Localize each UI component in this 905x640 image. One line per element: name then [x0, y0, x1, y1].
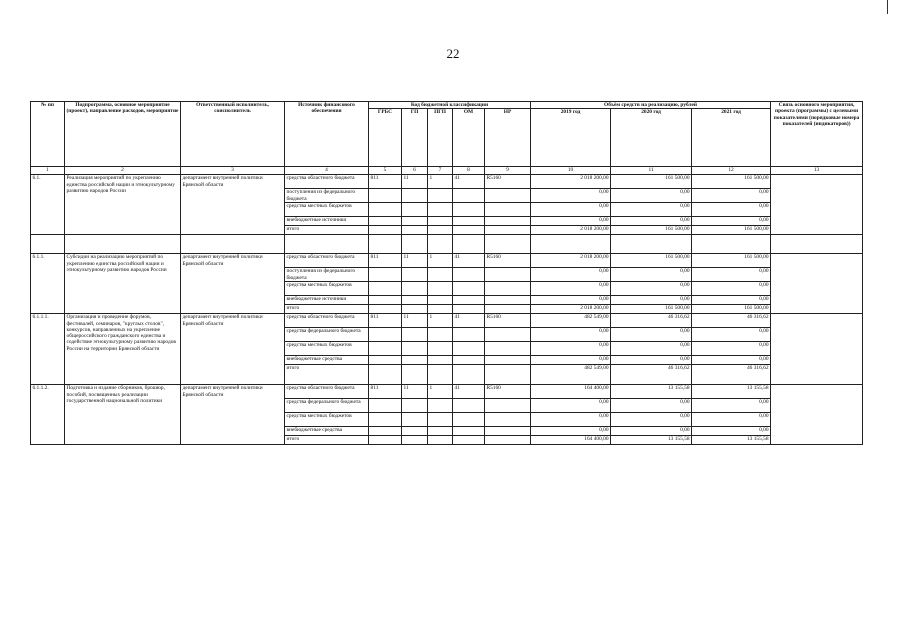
item-executor: департамент внутренней политики Брянской области — [181, 385, 285, 445]
value-2019: 0,00 — [531, 356, 611, 365]
total-2021: 161 500,00 — [692, 305, 771, 314]
gp-cell: 11 — [402, 175, 428, 189]
source-cell: итого — [285, 365, 369, 385]
value-2020: 0,00 — [611, 399, 692, 413]
header-om: ОМ — [453, 109, 485, 167]
value-2020: 0,00 — [611, 203, 692, 217]
indicator-link-cell — [771, 314, 863, 385]
table-row — [31, 385, 863, 399]
value-2020: 46 316,62 — [611, 314, 692, 328]
table-row — [31, 254, 863, 268]
pgp-cell: 1 — [428, 385, 453, 399]
gp-cell: 11 — [402, 254, 428, 268]
value-2019: 0,00 — [531, 217, 611, 226]
column-number: 3 — [181, 167, 285, 175]
total-2020: 46 316,62 — [611, 365, 692, 385]
value-2020: 0,00 — [611, 268, 692, 282]
item-name: Субсидии на реализацию мероприятий по укреплению единства российской нации и этнокультурному развитию народов России — [65, 254, 181, 314]
column-number: 1 — [31, 167, 65, 175]
indicator-link-cell — [771, 385, 863, 445]
value-2021: 161 500,00 — [692, 175, 771, 189]
value-2019: 0,00 — [531, 342, 611, 356]
column-number: 6 — [402, 167, 428, 175]
value-2020: 0,00 — [611, 356, 692, 365]
source-cell: средства федерального бюджета — [285, 328, 369, 342]
item-number: 6.1. — [31, 175, 65, 235]
value-2021: 0,00 — [692, 268, 771, 282]
value-2019: 0,00 — [531, 399, 611, 413]
grbs-cell: 811 — [369, 254, 402, 268]
source-cell: внебюджетные источники — [285, 296, 369, 305]
value-2020: 161 500,00 — [611, 254, 692, 268]
header-volume: Объём средств на реализацию, рублей — [531, 102, 771, 109]
header-code: Код бюджетной классификации — [369, 102, 531, 109]
value-2020: 0,00 — [611, 342, 692, 356]
value-2019: 482 549,00 — [531, 314, 611, 328]
total-2021: 161 500,00 — [692, 226, 771, 235]
value-2021: 0,00 — [692, 296, 771, 305]
value-2020: 0,00 — [611, 328, 692, 342]
value-2021: 46 316,62 — [692, 314, 771, 328]
header-link: Связь основного мероприятия, проекта (программы) с целевыми показателями (порядковые номера показателей (индикаторов)) — [771, 102, 863, 167]
pgp-cell: 1 — [428, 175, 453, 189]
value-2020: 0,00 — [611, 296, 692, 305]
total-2021: 13 155,58 — [692, 436, 771, 445]
value-2019: 0,00 — [531, 268, 611, 282]
value-2021: 0,00 — [692, 203, 771, 217]
column-number: 10 — [531, 167, 611, 175]
column-number: 13 — [771, 167, 863, 175]
value-2021: 0,00 — [692, 413, 771, 427]
value-2020: 161 500,00 — [611, 175, 692, 189]
source-cell: внебюджетные средства — [285, 356, 369, 365]
value-2021: 0,00 — [692, 427, 771, 436]
value-2019: 0,00 — [531, 282, 611, 296]
table-row — [31, 175, 863, 189]
activity-block — [31, 254, 863, 314]
value-2020: 0,00 — [611, 282, 692, 296]
column-number: 2 — [65, 167, 181, 175]
source-cell: средства местных бюджетов — [285, 342, 369, 356]
item-executor: департамент внутренней политики Брянской области — [181, 175, 285, 235]
header-year-2021: 2021 год — [692, 109, 771, 167]
item-executor: департамент внутренней политики Брянской области — [181, 254, 285, 314]
item-executor: департамент внутренней политики Брянской области — [181, 314, 285, 385]
value-2020: 0,00 — [611, 427, 692, 436]
value-2021: 0,00 — [692, 356, 771, 365]
column-number: 7 — [428, 167, 453, 175]
om-cell: 41 — [453, 175, 485, 189]
total-2019: 2 018 200,00 — [531, 226, 611, 235]
total-2019: 2 018 200,00 — [531, 305, 611, 314]
nr-cell: R5160 — [485, 254, 531, 268]
column-number: 11 — [611, 167, 692, 175]
activity-block — [31, 175, 863, 254]
source-cell: внебюджетные средства — [285, 427, 369, 436]
value-2020: 0,00 — [611, 217, 692, 226]
value-2019: 2 018 200,00 — [531, 254, 611, 268]
om-cell: 41 — [453, 314, 485, 328]
pgp-cell: 1 — [428, 314, 453, 328]
value-2021: 161 500,00 — [692, 254, 771, 268]
grbs-cell: 811 — [369, 385, 402, 399]
source-cell: средства областного бюджета — [285, 254, 369, 268]
source-cell: средства федерального бюджета — [285, 399, 369, 413]
pgp-cell: 1 — [428, 254, 453, 268]
source-cell: средства областного бюджета — [285, 314, 369, 328]
item-name: Реализация мероприятий по укреплению единства российской нации и этнокультурному развитию народов России — [65, 175, 181, 235]
source-cell: итого — [285, 436, 369, 445]
nr-cell: R5160 — [485, 175, 531, 189]
gp-cell: 11 — [402, 385, 428, 399]
column-number: 12 — [692, 167, 771, 175]
total-2020: 161 500,00 — [611, 305, 692, 314]
value-2021: 0,00 — [692, 328, 771, 342]
grbs-cell: 811 — [369, 314, 402, 328]
header-grbs: ГРБС — [369, 109, 402, 167]
total-2019: 482 549,00 — [531, 365, 611, 385]
table-row — [31, 314, 863, 328]
header-nr: НР — [485, 109, 531, 167]
value-2020: 0,00 — [611, 189, 692, 203]
budget-table — [30, 101, 863, 445]
source-cell: поступления из федерального бюджета — [285, 268, 369, 282]
source-cell: средства местных бюджетов — [285, 203, 369, 217]
total-2020: 13 155,58 — [611, 436, 692, 445]
header-year-2020: 2020 год — [611, 109, 692, 167]
header-pgp: ПГП — [428, 109, 453, 167]
value-2021: 0,00 — [692, 399, 771, 413]
value-2019: 2 018 200,00 — [531, 175, 611, 189]
value-2019: 0,00 — [531, 427, 611, 436]
item-name: Организация и проведение форумов, фестивалей, семинаров, "круглых столов", конкурсов, направленных на укрепление общероссийского гражданского единства и содействие этнокультурному развитию народов России на территории Брянской области — [65, 314, 181, 385]
value-2019: 164 400,00 — [531, 385, 611, 399]
indicator-link-cell — [771, 254, 863, 314]
item-number: 6.1.1.2. — [31, 385, 65, 445]
value-2020: 0,00 — [611, 413, 692, 427]
value-2019: 0,00 — [531, 189, 611, 203]
header-num: № пп — [31, 102, 65, 167]
spacer-row — [31, 235, 863, 254]
page-number: 22 — [446, 46, 460, 61]
value-2021: 13 155,58 — [692, 385, 771, 399]
indicator-link-cell — [771, 175, 863, 235]
value-2019: 0,00 — [531, 328, 611, 342]
nr-cell: R5160 — [485, 385, 531, 399]
value-2019: 0,00 — [531, 203, 611, 217]
gp-cell: 11 — [402, 314, 428, 328]
value-2021: 0,00 — [692, 282, 771, 296]
header-executor: Ответственный исполнитель, соисполнитель — [181, 102, 285, 167]
header-source: Источник финансового обеспечения — [285, 102, 369, 167]
value-2021: 0,00 — [692, 342, 771, 356]
activity-block — [31, 385, 863, 445]
header-program: Подпрограмма, основное мероприятие (проект), направление расходов, мероприятие — [65, 102, 181, 167]
column-number: 9 — [485, 167, 531, 175]
source-cell: средства местных бюджетов — [285, 282, 369, 296]
value-2021: 0,00 — [692, 217, 771, 226]
column-number: 4 — [285, 167, 369, 175]
source-cell: внебюджетные источники — [285, 217, 369, 226]
column-number: 8 — [453, 167, 485, 175]
value-2020: 13 155,58 — [611, 385, 692, 399]
total-2020: 161 500,00 — [611, 226, 692, 235]
item-name: Подготовка и издание сборников, брошюр, пособий, посвященных реализации государственной национальной политики — [65, 385, 181, 445]
source-cell: итого — [285, 305, 369, 314]
value-2019: 0,00 — [531, 296, 611, 305]
page-edge-mark — [887, 0, 888, 14]
source-cell: средства областного бюджета — [285, 385, 369, 399]
header-gp: ГП — [402, 109, 428, 167]
value-2021: 0,00 — [692, 189, 771, 203]
header-year-2019: 2019 год — [531, 109, 611, 167]
source-cell: средства областного бюджета — [285, 175, 369, 189]
source-cell: поступления из федерального бюджета — [285, 189, 369, 203]
source-cell: средства местных бюджетов — [285, 413, 369, 427]
om-cell: 41 — [453, 385, 485, 399]
activity-block — [31, 314, 863, 385]
column-number: 5 — [369, 167, 402, 175]
column-number-row — [31, 167, 863, 175]
grbs-cell: 811 — [369, 175, 402, 189]
item-number: 6.1.1. — [31, 254, 65, 314]
item-number: 6.1.1.1. — [31, 314, 65, 385]
value-2019: 0,00 — [531, 413, 611, 427]
total-2019: 164 400,00 — [531, 436, 611, 445]
total-2021: 46 316,62 — [692, 365, 771, 385]
source-cell: итого — [285, 226, 369, 235]
om-cell: 41 — [453, 254, 485, 268]
nr-cell: R5160 — [485, 314, 531, 328]
